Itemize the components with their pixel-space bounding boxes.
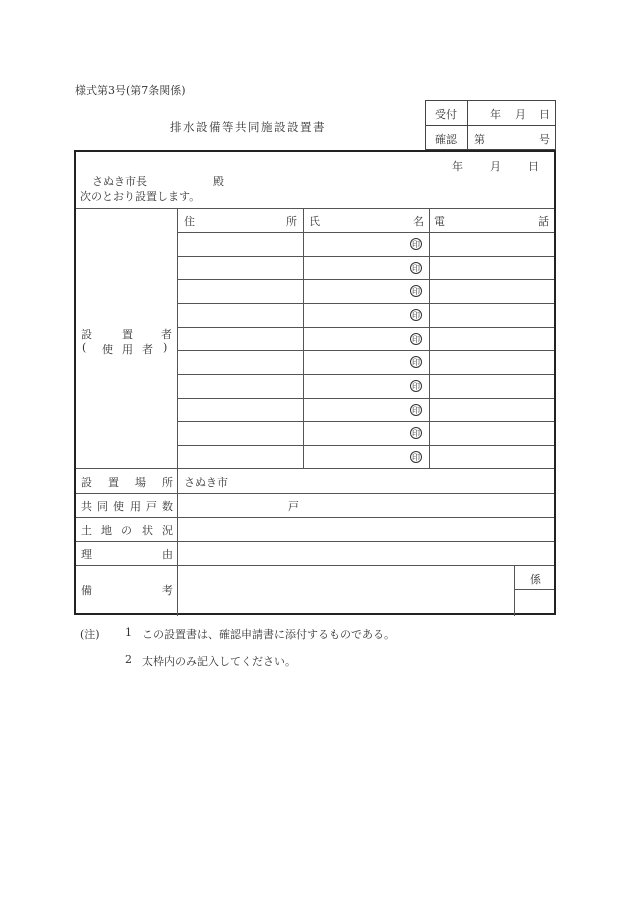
col-address-1: 住 xyxy=(184,215,195,228)
reason-label-2: 由 xyxy=(162,548,173,561)
seal-icon: 印 xyxy=(412,429,420,438)
installer-label-2d: 者 xyxy=(142,343,153,356)
land-label-1: 土 xyxy=(81,524,92,537)
note-2-number: 2 xyxy=(125,653,132,666)
land-label-4: 状 xyxy=(142,524,153,537)
seal-icon: 印 xyxy=(412,264,420,273)
land-label-5: 況 xyxy=(162,524,173,537)
col-phone-2: 話 xyxy=(538,215,549,228)
households-label-1: 共 xyxy=(81,500,92,513)
households-label-4: 用 xyxy=(130,500,141,513)
note-2-text: 太枠内のみ記入してください。 xyxy=(142,655,296,668)
land-label-3: の xyxy=(121,524,132,537)
seal-icon: 印 xyxy=(412,335,420,344)
date-day: 日 xyxy=(528,160,539,173)
households-label-2: 同 xyxy=(97,500,108,513)
installer-label-2a: ( xyxy=(82,341,87,354)
date-month: 月 xyxy=(490,160,501,173)
installer-label-2c: 用 xyxy=(122,343,133,356)
received-day: 日 xyxy=(539,108,550,121)
remarks-label-1: 備 xyxy=(81,584,92,597)
honorific: 殿 xyxy=(213,175,224,188)
location-label-2: 置 xyxy=(108,476,119,489)
location-label-4: 所 xyxy=(162,476,173,489)
installer-label-1c: 者 xyxy=(161,328,172,341)
col-address-2: 所 xyxy=(286,215,297,228)
location-label-3: 場 xyxy=(135,476,146,489)
confirm-prefix: 第 xyxy=(474,133,485,146)
received-year: 年 xyxy=(490,108,501,121)
col-phone-1: 電 xyxy=(434,215,445,228)
households-label-6: 数 xyxy=(162,500,173,513)
staff-label: 係 xyxy=(530,573,541,586)
received-label: 受付 xyxy=(435,108,457,121)
notes-prefix: (注) xyxy=(80,628,100,641)
remarks-label-2: 考 xyxy=(162,584,173,597)
confirm-suffix: 号 xyxy=(539,133,550,146)
installer-label-1b: 置 xyxy=(122,328,133,341)
seal-icon: 印 xyxy=(412,287,420,296)
seal-icon: 印 xyxy=(412,382,420,391)
households-label-3: 使 xyxy=(113,500,124,513)
households-label-5: 戸 xyxy=(146,500,157,513)
seal-icon: 印 xyxy=(412,240,420,249)
date-year: 年 xyxy=(452,160,463,173)
seal-icon: 印 xyxy=(412,311,420,320)
installer-label-1a: 設 xyxy=(81,328,92,341)
confirm-label: 確認 xyxy=(435,133,457,146)
form-number: 様式第3号(第7条関係) xyxy=(75,84,186,97)
intro-text: 次のとおり設置します。 xyxy=(80,190,201,203)
received-month: 月 xyxy=(515,108,526,121)
col-name-1: 氏 xyxy=(309,215,320,228)
location-label-1: 設 xyxy=(81,476,92,489)
reason-label-1: 理 xyxy=(81,548,92,561)
application-form xyxy=(74,150,556,615)
note-1-number: 1 xyxy=(125,626,132,639)
households-unit: 戸 xyxy=(288,500,299,513)
installer-label-2e: ) xyxy=(163,341,168,354)
seal-icon: 印 xyxy=(412,453,420,462)
location-value: さぬき市 xyxy=(184,476,228,489)
note-1-text: この設置書は、確認申請書に添付するものである。 xyxy=(142,628,395,641)
addressee: さぬき市長 xyxy=(92,175,147,188)
receipt-box xyxy=(425,100,556,150)
installer-label-2b: 使 xyxy=(102,343,113,356)
col-name-2: 名 xyxy=(413,215,424,228)
page-title: 排水設備等共同施設設置書 xyxy=(170,120,326,134)
seal-icon: 印 xyxy=(412,406,420,415)
land-label-2: 地 xyxy=(101,524,112,537)
seal-icon: 印 xyxy=(412,358,420,367)
